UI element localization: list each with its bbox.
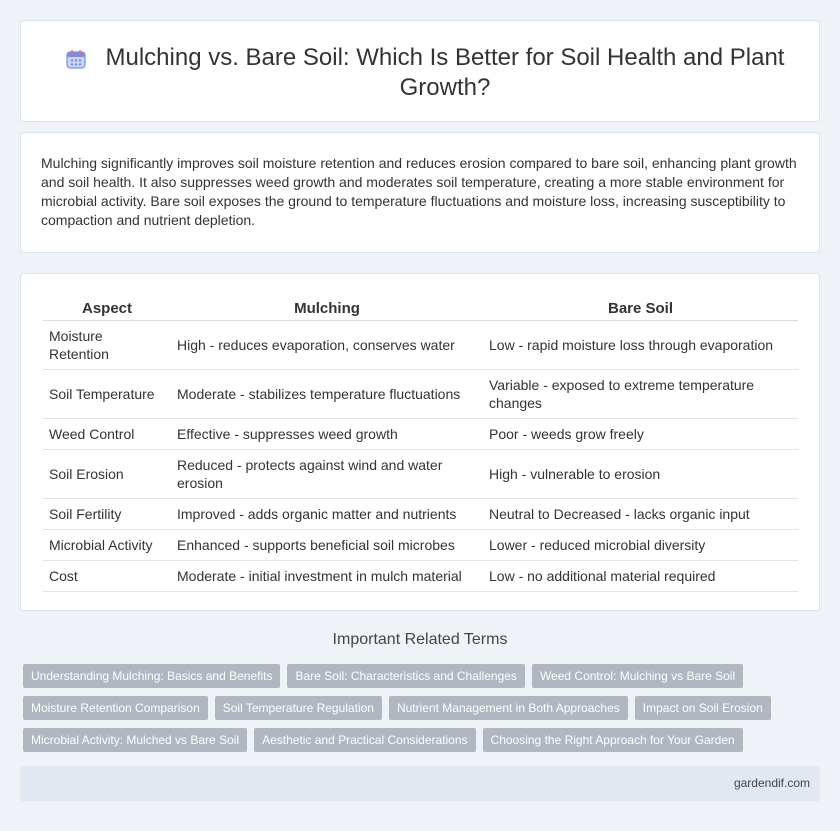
header-aspect: Aspect bbox=[43, 294, 171, 320]
page-title: Mulching vs. Bare Soil: Which Is Better for Soil Health and Plant Growth? bbox=[105, 44, 785, 101]
table-row bbox=[43, 560, 798, 591]
cell-bare-soil: Low - no additional material required bbox=[483, 560, 798, 591]
cell-mulching: Moderate - stabilizes temperature fluctuations bbox=[171, 369, 483, 418]
cell-mulching: Enhanced - supports beneficial soil microbes bbox=[171, 529, 483, 560]
cell-bare-soil: Low - rapid moisture loss through evaporation bbox=[483, 320, 798, 369]
cell-mulching: Moderate - initial investment in mulch material bbox=[171, 560, 483, 591]
cell-bare-soil: Lower - reduced microbial diversity bbox=[483, 529, 798, 560]
cell-aspect: Moisture Retention bbox=[43, 320, 171, 369]
tag-row bbox=[23, 696, 813, 720]
cell-aspect: Cost bbox=[43, 560, 171, 591]
tag-row bbox=[23, 664, 813, 688]
cell-bare-soil: Variable - exposed to extreme temperature changes bbox=[483, 369, 798, 418]
cell-mulching: Effective - suppresses weed growth bbox=[171, 418, 483, 449]
related-tag[interactable]: Nutrient Management in Both Approaches bbox=[389, 696, 628, 720]
cell-aspect: Soil Fertility bbox=[43, 498, 171, 529]
related-terms-title: Important Related Terms bbox=[332, 631, 508, 648]
table-row bbox=[43, 418, 798, 449]
related-tag[interactable]: Weed Control: Mulching vs Bare Soil bbox=[532, 664, 743, 688]
footer bbox=[20, 766, 820, 801]
related-tag[interactable]: Impact on Soil Erosion bbox=[635, 696, 771, 720]
cell-mulching: Reduced - protects against wind and water erosion bbox=[171, 449, 483, 498]
comparison-table-card bbox=[20, 273, 820, 611]
cell-aspect: Microbial Activity bbox=[43, 529, 171, 560]
tag-row bbox=[23, 728, 813, 752]
table-row bbox=[43, 320, 798, 369]
related-tag[interactable]: Choosing the Right Approach for Your Garden bbox=[483, 728, 743, 752]
header-card bbox=[20, 20, 820, 122]
related-tag[interactable]: Understanding Mulching: Basics and Benefits bbox=[23, 664, 280, 688]
related-tag[interactable]: Microbial Activity: Mulched vs Bare Soil bbox=[23, 728, 247, 752]
table-row bbox=[43, 498, 798, 529]
cell-mulching: High - reduces evaporation, conserves water bbox=[171, 320, 483, 369]
related-terms-tags bbox=[23, 664, 813, 760]
table-row bbox=[43, 369, 798, 418]
header-bare-soil: Bare Soil bbox=[483, 294, 798, 320]
related-tag[interactable]: Moisture Retention Comparison bbox=[23, 696, 208, 720]
intro-card bbox=[20, 132, 820, 253]
related-tag[interactable]: Aesthetic and Practical Considerations bbox=[254, 728, 475, 752]
related-tag[interactable]: Bare Soil: Characteristics and Challenges bbox=[287, 664, 524, 688]
cell-bare-soil: Neutral to Decreased - lacks organic input bbox=[483, 498, 798, 529]
table-header-row bbox=[43, 294, 798, 320]
cell-bare-soil: High - vulnerable to erosion bbox=[483, 449, 798, 498]
intro-paragraph: Mulching significantly improves soil moisture retention and reduces erosion compared to bare soil, enhancing plant growth and soil health. It also suppresses weed growth and moderates soil temperature, creating a more stable environment for microbial activity. Bare soil exposes the ground to temperature fluctuations and moisture loss, increasing susceptibility to compaction and nutrient depletion. bbox=[41, 155, 797, 228]
cell-mulching: Improved - adds organic matter and nutrients bbox=[171, 498, 483, 529]
table-row bbox=[43, 529, 798, 560]
table-row bbox=[43, 449, 798, 498]
cell-bare-soil: Poor - weeds grow freely bbox=[483, 418, 798, 449]
cell-aspect: Weed Control bbox=[43, 418, 171, 449]
footer-site-link[interactable]: gardendif.com bbox=[733, 776, 810, 790]
related-tag[interactable]: Soil Temperature Regulation bbox=[215, 696, 382, 720]
cell-aspect: Soil Erosion bbox=[43, 449, 171, 498]
header-mulching: Mulching bbox=[171, 294, 483, 320]
comparison-table bbox=[43, 294, 798, 592]
cell-aspect: Soil Temperature bbox=[43, 369, 171, 418]
